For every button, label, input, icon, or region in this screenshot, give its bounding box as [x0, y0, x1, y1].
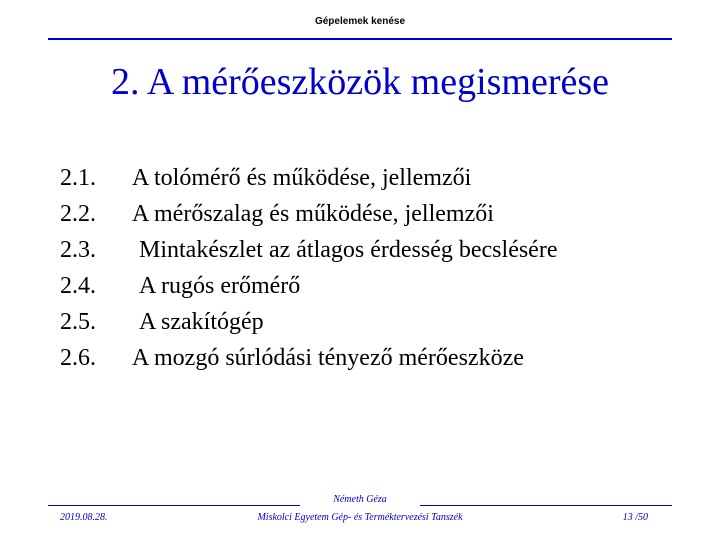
outline-item-2-5 — [60, 304, 680, 340]
outline-text: A tolómérő és működése, jellemzői — [132, 165, 472, 191]
outline-item-2-2 — [60, 196, 680, 232]
outline-item-2-1 — [60, 160, 680, 196]
slide-title: 2. A mérőeszközök megismerése — [110, 61, 610, 103]
outline-text: A mérőszalag és működése, jellemzői — [132, 201, 494, 227]
outline-text: A mozgó súrlódási tényező mérőeszköze — [132, 345, 524, 371]
outline-number: 2.5. — [60, 309, 96, 335]
outline-item-2-6 — [60, 340, 680, 376]
outline-text: A szakítógép — [139, 309, 264, 335]
footer-date: 2019.08.28. — [60, 512, 108, 523]
outline-number: 2.1. — [60, 165, 96, 191]
outline-text: Mintakészlet az átlagos érdesség becslésére — [139, 237, 558, 263]
outline-item-2-4 — [60, 268, 680, 304]
header-title: Gépelemek kenése — [314, 16, 406, 27]
header-divider — [48, 38, 672, 40]
footer-page-number: 13 /50 — [622, 512, 648, 523]
outline-text: A rugós erőmérő — [139, 273, 301, 299]
outline-item-2-3 — [60, 232, 680, 268]
outline-number: 2.2. — [60, 201, 96, 227]
footer-institution: Miskolci Egyetem Gép- és Terméktervezési Tanszék — [257, 512, 463, 523]
footer-author: Németh Géza — [300, 494, 420, 506]
outline-list — [60, 160, 680, 376]
outline-number: 2.6. — [60, 345, 96, 371]
outline-number: 2.3. — [60, 237, 96, 263]
outline-number: 2.4. — [60, 273, 96, 299]
